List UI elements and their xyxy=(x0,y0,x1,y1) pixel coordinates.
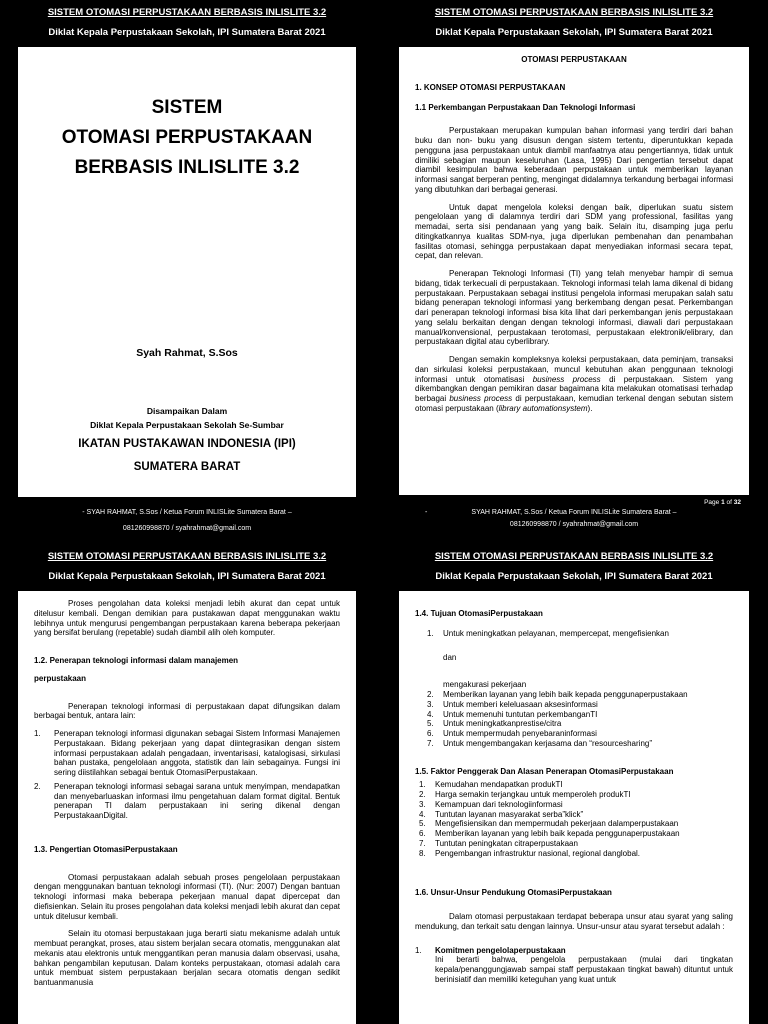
unsur-list xyxy=(415,946,733,985)
page-header xyxy=(399,1,749,47)
page-header xyxy=(18,1,356,47)
list-item: 2. Penerapan teknologi informasi sebagai sarana untuk menyimpan, mendapatkan dan menyebarluaskan informasi ilmu pengetahuan dalam format digital. Bentuk penerapan TI dalam perpustakaan ini sering dikenal dengan PerpustakaanDigital. xyxy=(34,781,340,820)
paragraph: Penerapan teknologi informasi di perpustakaan dapat difungsikan dalam berbagai bentuk, antara lain: xyxy=(34,701,340,721)
content-page-3 xyxy=(17,544,357,1024)
list-item: 2. Harga semakin terjangkau untuk memperoleh produkTI xyxy=(419,790,631,799)
paragraph: Otomasi perpustakaan adalah sebuah proses pengelolaan perpustakaan dengan menggunakan bantuan teknologi informasi (TI). (Nur: 2007) Dengan bantuan teknologi informasi maka beberapa pekerjaan manual dapat dipercepat dan diefisienkan. Selain itu proses pengolahan data koleksi menjadi lebih akurat dan cepat untuk ditelusur kembali. xyxy=(34,872,340,921)
section-heading: OTOMASI PERPUSTAKAAN xyxy=(521,55,627,64)
header-subtitle: Diklat Kepala Perpustakaan Sekolah, IPI Sumatera Barat 2021 xyxy=(435,27,713,38)
subsection-heading-cont: perpustakaan xyxy=(34,673,87,683)
subsection-heading: 1.5. Faktor Penggerak Dan Alasan Penerapan OtomasiPerpustakaan xyxy=(415,766,674,776)
bentuk-list xyxy=(34,729,340,821)
header-title: SISTEM OTOMASI PERPUSTAKAAN BERBASIS INLISLITE 3.2 xyxy=(434,7,714,18)
subsection-heading: 1.6. Unsur-Unsur Pendukung OtomasiPerpustakaan xyxy=(415,888,612,898)
subsection-heading: 1.1 Perkembangan Perpustakaan Dan Teknologi Informasi xyxy=(415,102,636,112)
content-page-2 xyxy=(398,0,750,542)
header-subtitle: Diklat Kepala Perpustakaan Sekolah, IPI Sumatera Barat 2021 xyxy=(435,571,713,582)
list-item: 7. Untuk mengembangakan kerjasama dan “resourcesharing” xyxy=(427,738,652,748)
list-item: 1. Penerapan teknologi informasi digunakan sebagai Sistem Informasi Manajemen Perpustakaan. Bidang pekerjaan yang dapat diintegrasikan dengan sistem informasi perpustakaan adalah pengadaan, inventarisasi, katalogisasi, sirkulasi bahan pustaka, pengelolaan anggota, statistik dan lain sebagainya. Fungsi ini sering diistilahkan sebagai bentuk OtomasiPerpustakaan. xyxy=(34,729,340,777)
header-title: SISTEM OTOMASI PERPUSTAKAAN BERBASIS INLISLITE 3.2 xyxy=(47,7,327,18)
header-title: SISTEM OTOMASI PERPUSTAKAAN BERBASIS INLISLITE 3.2 xyxy=(434,551,714,562)
content-page-4 xyxy=(398,544,750,1024)
footer-contact: 081260998870 / syahrahmat@gmail.com xyxy=(122,525,252,532)
list-item: 3. Untuk memberi keleluasaan aksesinformasi xyxy=(427,699,598,709)
paragraph: Dengan semakin kompleksnya koleksi perpustakaan, data peminjam, transaksi dan sirkulasi koleksi perpustakaan, muncul kebutuhan akan penggunaan teknologi informasi untuk otomatisasi business process di perpustakaan. Sistem yang dikembangkan dengan pemikiran dasar bagaimana kita melakukan otomatisasi terhadap berbagai business process di perpustakaan, kemudian terkenal dengan sebutan sistem otomasi perpustakaan (library automationsystem). xyxy=(415,355,733,413)
footer-contact: 081260998870 / syahrahmat@gmail.com xyxy=(509,521,639,528)
footer-author: SYAH RAHMAT, S.Sos / Ketua Forum INLISLite Sumatera Barat – xyxy=(471,509,677,516)
cover-presented: Disampaikan Dalam Diklat Kepala Perpustakaan Sekolah Se-Sumbar xyxy=(90,406,284,430)
paragraph: Untuk dapat mengelola koleksi dengan baik, diperlukan suatu sistem pengelolaan yang di dalamnya terdiri dari SDM yang professional, fasilitas yang memadai, serta sisi pendanaan yang yang baik. Selain itu, disamping juga perlu ditingkatkannya kualitas SDM-nya, juga diperlukan pembenahan dan penambahan fasilitas otomasi, sehingga perpustakaan dapat menyediakan informasi secara tepat, cepat, dan relevan. xyxy=(415,202,733,261)
footer-author: - SYAH RAHMAT, S.Sos / Ketua Forum INLISLite Sumatera Barat – xyxy=(82,509,292,516)
chapter-heading: 1. KONSEP OTOMASI PERPUSTAKAAN xyxy=(415,82,566,92)
page-number: Page 1 of 32 xyxy=(704,499,741,506)
list-item: 4. Untuk memenuhi tuntutan perkembanganTI xyxy=(427,709,598,719)
page-footer: Page 1 of 32 - SYAH RAHMAT, S.Sos / Ketua Forum INLISLite Sumatera Barat – 081260998870 / syahrahmat@gmail.com xyxy=(399,495,749,541)
paragraph: Dalam otomasi perpustakaan terdapat beberapa unsur atau syarat yang saling mendukung, dan terkait satu dengan lainnya. Unsur-unsur atau syarat tersebut adalah : xyxy=(415,912,733,931)
page-body xyxy=(415,55,733,495)
list-item: 6. Untuk mempermudah penyebaraninformasi xyxy=(427,729,597,738)
faktor-list xyxy=(415,780,733,858)
list-item: 2. Memberikan layanan yang lebih baik kepada penggunaperpustakaan xyxy=(427,690,688,699)
list-item: 1. Komitmen pengelolaperpustakaan Ini berarti bahwa, pengelola perpustakaan (mulai dari tingkatan kepala/penanggungjawab sampai staff perpustakaan tingkat bawah) dituntut untuk berinisiatif dan memiliki keteguhan yang kuat untuk xyxy=(415,945,733,984)
cover-page xyxy=(17,0,357,542)
cover-organization: IKATAN PUSTAKAWAN INDONESIA (IPI) SUMATERA BARAT xyxy=(78,438,296,473)
list-item: 7. Tuntutan peningkatan citraperpustakaan xyxy=(419,838,578,848)
list-item: 5. Untuk meningkatkanprestise/citra xyxy=(427,719,562,729)
paragraph: Penerapan Teknologi Informasi (TI) yang telah menyebar hampir di semua bidang, tidak terkecuali di perpustakaan. Teknologi informasi telah lama dikenal di bidang perpustakaan. Perpustakaan sebagai institusi pengelola informasi merupakan salah satu bidang penerapan teknologi informasi yang berkembang dengan pesat. Perkembangan dari penerapan teknologi informasi bisa kita lihat dari perkembangan jenis perpustakaan yang selalu berkaitan dengan dengan teknologi informasi, diawali dari perpustakaan manual/konvensional, perpustakaan terotomasi, perpustakaan elektronik/elibrary, dan perpustakaan digital atau cyberlibrary. xyxy=(415,269,733,347)
list-item: 5. Mengefisiensikan dan mempermudah pekerjaan dalamperpustakaan xyxy=(419,819,679,829)
page-body xyxy=(415,599,733,1024)
subsection-heading: 1.4. Tujuan OtomasiPerpustakaan xyxy=(415,609,543,618)
paragraph: Selain itu otomasi berpustakaan juga berarti siatu mekanisme adalah untuk membuat perangkat, proses, atau sistem berjalan secara otomatis, menggunakan alat mekanis atau elektronis untuk menggantikan peran manusia dalam observasi, usaha, bahkan pengambilan keputusan. Dalam konteks perpustakaan, otomasi adalah cara untuk membuat sistem perpustakaan berjalan secara otomatis dengan sedikit bantuanmanusia xyxy=(34,929,340,987)
cover-author: Syah Rahmat, S.Sos xyxy=(136,347,238,359)
list-item: 3. Kemampuan dari teknologiinformasi xyxy=(419,799,563,809)
list-item: 1. Untuk meningkatkan pelayanan, mempercepat, mengefisienkan dan mengakurasi pekerjaan xyxy=(427,628,669,690)
cover-title: SISTEM OTOMASI PERPUSTAKAAN BERBASIS INLISLITE 3.2 xyxy=(61,97,313,178)
paragraph: Perpustakaan merupakan kumpulan bahan informasi yang terdiri dari bahan buku dan non- buku yang disusun dengan sistem tertentu, diperuntukkan kepada pengguna jasa perpustakaan untuk diambil manfaatnya atau pengertiannya, tidak untuk dimiliki sebagian maupun keseluruhan (Lasa, 1995) Dari pengertian tersebut dapat diambil kesimpulan bahwa keberadaan perpustakaan untuk memberikan layanan informasi sangat berperan penting, mengingat didalamnya terkandung berbagai informasi yang dibutuhkan dari berbagai generasi. xyxy=(415,126,733,194)
list-item: 8. Pengembangan infrastruktur nasional, regional danglobal. xyxy=(419,848,641,858)
tujuan-list xyxy=(415,629,733,749)
list-item: 4. Tuntutan layanan masyarakat serba”klick” xyxy=(419,809,584,819)
header-title: SISTEM OTOMASI PERPUSTAKAAN BERBASIS INLISLITE 3.2 xyxy=(47,551,327,562)
page-header xyxy=(18,545,356,591)
subsection-heading: 1.2. Penerapan teknologi informasi dalam manajemen xyxy=(34,656,239,665)
list-item: 6. Memberikan layanan yang lebih baik kepada penggunaperpustakaan xyxy=(419,829,680,838)
header-subtitle: Diklat Kepala Perpustakaan Sekolah, IPI Sumatera Barat 2021 xyxy=(48,571,326,582)
page-footer xyxy=(18,497,356,541)
list-item: 1. Kemudahan mendapatkan produkTI xyxy=(419,780,563,790)
subsection-heading: 1.3. Pengertian OtomasiPerpustakaan xyxy=(34,844,178,854)
page-header xyxy=(399,545,749,591)
page-body xyxy=(34,599,340,1024)
header-subtitle: Diklat Kepala Perpustakaan Sekolah, IPI Sumatera Barat 2021 xyxy=(48,27,326,38)
paragraph: Proses pengolahan data koleksi menjadi lebih akurat dan cepat untuk ditelusur kembali. Dengan demikian para pustakawan dapat menggunakan waktu lebihnya untuk mengurusi pengembangan perpustakaan karena beberapa pekerjaan yang bersifat berulang (repetable) sudah diambil alih oleh komputer. xyxy=(34,599,340,638)
